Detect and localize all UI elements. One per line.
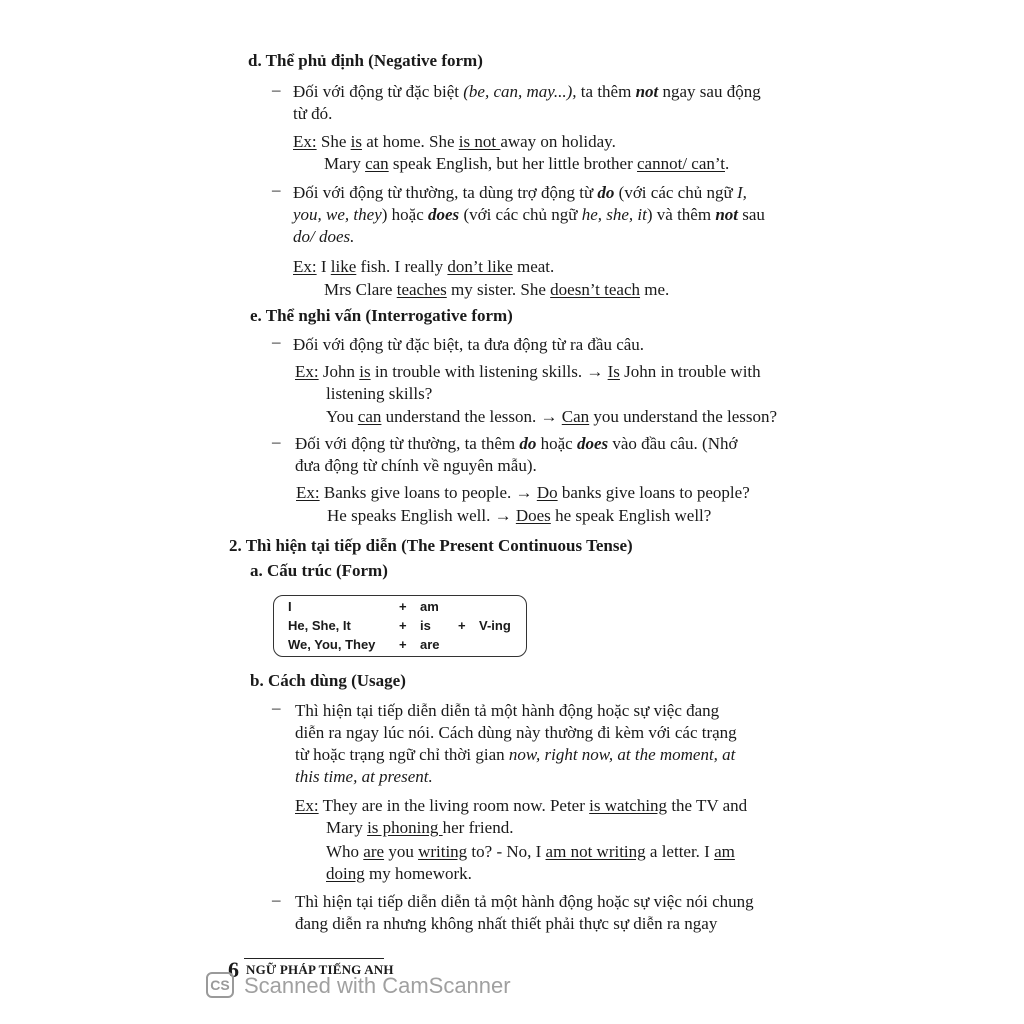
form-subject: I: [288, 599, 292, 614]
bullet-dash: –: [272, 332, 281, 351]
b1-example2: Who are you writing to? - No, I am not writing a letter. I am: [326, 842, 735, 861]
form-verb: is: [420, 618, 431, 633]
form-verb: are: [420, 637, 440, 652]
d2-line2: you, we, they) hoặc does (với các chủ ngữ he, she, it) và thêm not sau: [293, 205, 765, 224]
form-plus: +: [399, 599, 407, 614]
d2-line1: Đối với động từ thường, ta dùng trợ động từ do (với các chủ ngữ I,: [293, 183, 747, 202]
section-d-title: d. Thể phủ định (Negative form): [248, 51, 483, 70]
section-e-title: e. Thể nghi vấn (Interrogative form): [250, 306, 513, 325]
e1-example1: Ex: John is in trouble with listening skills. → Is John in trouble with: [295, 362, 761, 381]
b2-line1: Thì hiện tại tiếp diễn diễn tả một hành động hoặc sự việc nói chung: [295, 892, 754, 911]
form-ending: V-ing: [479, 618, 511, 633]
bullet-dash: –: [272, 180, 281, 199]
form-table: [273, 595, 527, 657]
page-number: 6: [228, 957, 239, 982]
e1-example2: You can understand the lesson. → Can you understand the lesson?: [326, 407, 778, 426]
section-a-title: a. Cấu trúc (Form): [250, 561, 388, 580]
b2-line2: đang diễn ra nhưng không nhất thiết phải thực sự diễn ra ngay: [295, 914, 718, 933]
form-plus: +: [399, 618, 407, 633]
form-plus: +: [458, 618, 466, 633]
bullet-dash: –: [272, 80, 281, 99]
form-verb: am: [420, 599, 439, 614]
camscanner-logo-icon: CS: [206, 972, 234, 998]
section-b-title: b. Cách dùng (Usage): [250, 671, 406, 690]
e2-line1: Đối với động từ thường, ta thêm do hoặc does vào đầu câu. (Nhớ: [295, 434, 738, 453]
bullet-dash: –: [272, 890, 281, 909]
d2-line3: do/ does.: [293, 227, 355, 246]
e1-line1: Đối với động từ đặc biệt, ta đưa động từ ra đầu câu.: [293, 335, 645, 354]
camscanner-watermark: Scanned with CamScanner: [244, 973, 511, 998]
e2-line2: đưa động từ chính về nguyên mẫu).: [295, 456, 537, 475]
d1-example1: Ex: She is at home. She is not away on holiday.: [293, 132, 616, 151]
b1-example1: Ex: They are in the living room now. Peter is watching the TV and: [295, 796, 748, 815]
b1-example1-cont: Mary is phoning her friend.: [326, 818, 514, 837]
form-subject: We, You, They: [288, 637, 376, 652]
b1-line1: Thì hiện tại tiếp diễn diễn tả một hành động hoặc sự việc đang: [295, 701, 720, 720]
footer-rule: [244, 958, 384, 959]
d1-line2: từ đó.: [293, 104, 333, 123]
d1-example2: Mary can speak English, but her little brother cannot/ can’t.: [324, 154, 730, 173]
b1-line4: this time, at present.: [295, 767, 433, 786]
b1-example2-cont: doing my homework.: [326, 864, 472, 883]
d1-line1: Đối với động từ đặc biệt (be, can, may...), ta thêm not ngay sau động: [293, 82, 761, 101]
e2-example1: Ex: Banks give loans to people. → Do banks give loans to people?: [296, 483, 750, 502]
bullet-dash: –: [272, 698, 281, 717]
b1-line3: từ hoặc trạng ngữ chỉ thời gian now, right now, at the moment, at: [295, 745, 736, 764]
bullet-dash: –: [272, 432, 281, 451]
form-plus: +: [399, 637, 407, 652]
b1-line2: diễn ra ngay lúc nói. Cách dùng này thường đi kèm với các trạng: [295, 723, 737, 742]
book-title: NGỮ PHÁP TIẾNG ANH: [246, 962, 394, 977]
d2-example2: Mrs Clare teaches my sister. She doesn’t teach me.: [324, 280, 670, 299]
section-2-title: 2. Thì hiện tại tiếp diễn (The Present Continuous Tense): [229, 536, 633, 555]
form-subject: He, She, It: [288, 618, 351, 633]
e1-example1-cont: listening skills?: [326, 384, 433, 403]
e2-example2: He speaks English well. → Does he speak English well?: [327, 506, 712, 525]
d2-example1: Ex: I like fish. I really don’t like meat.: [293, 257, 555, 276]
